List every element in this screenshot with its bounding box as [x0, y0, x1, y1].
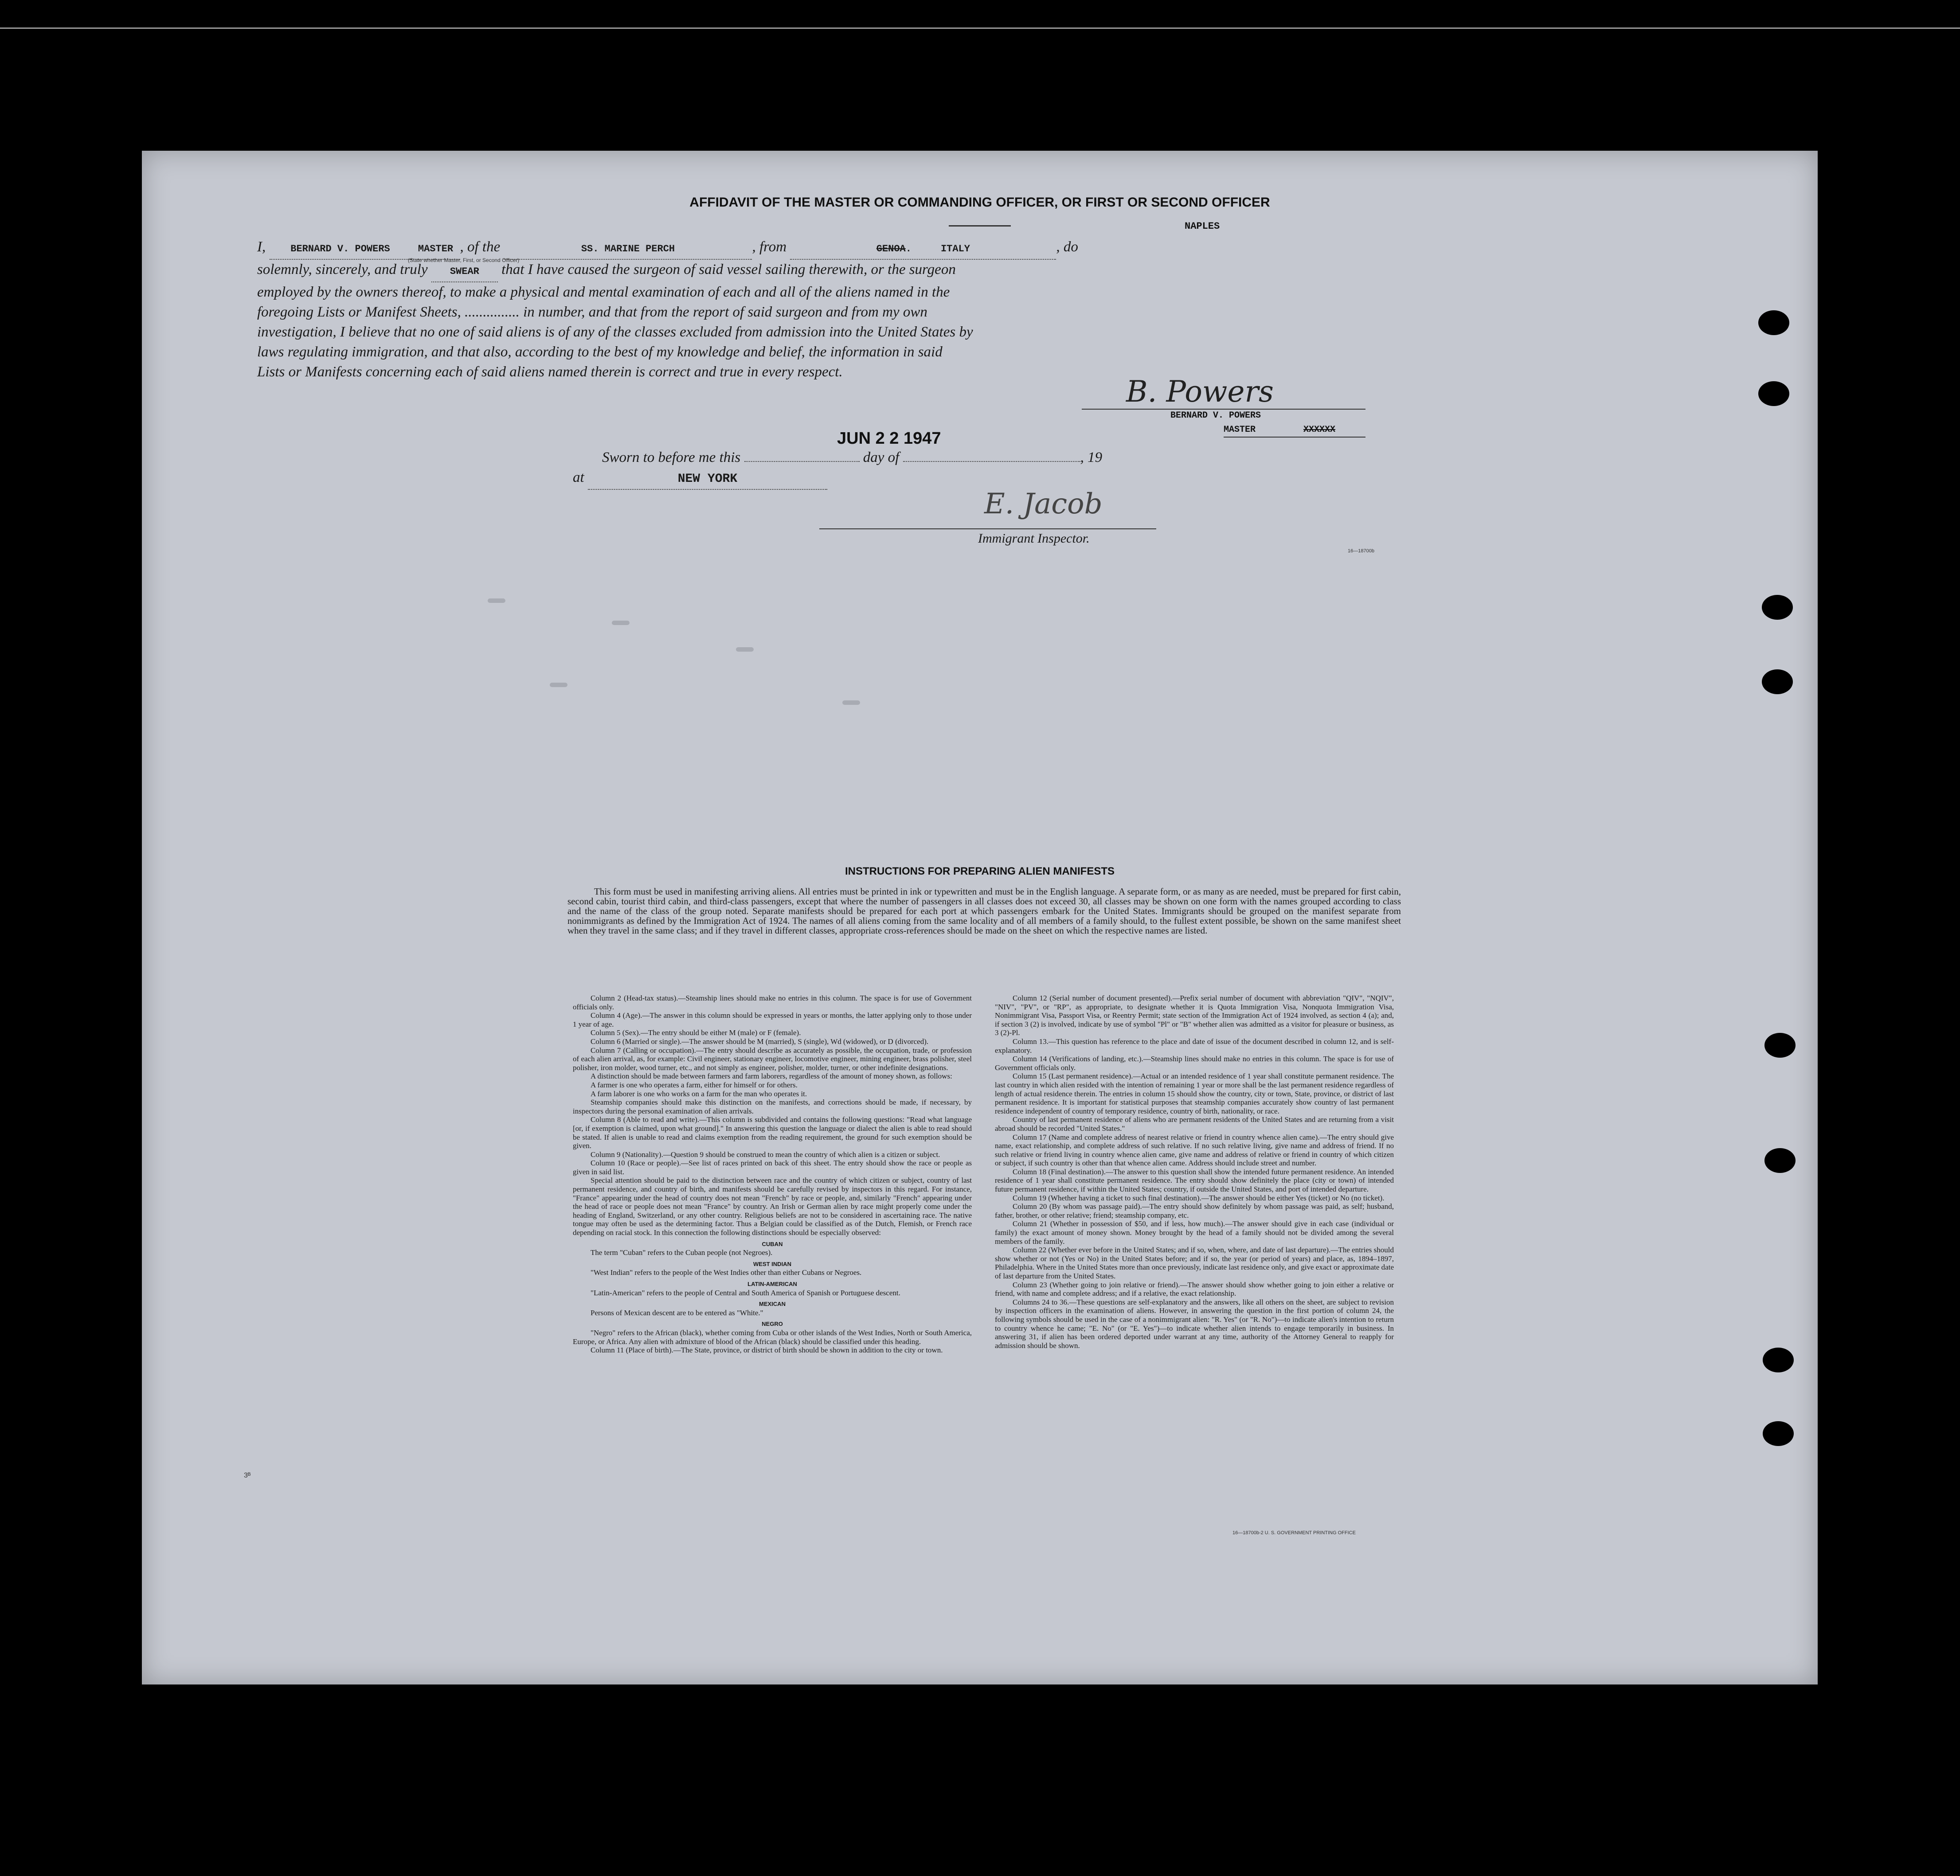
vessel-field: SS. MARINE PERCH	[504, 239, 752, 260]
show-through-mark	[612, 621, 630, 625]
scan-edge-line	[0, 27, 1960, 29]
instructions-title: INSTRUCTIONS FOR PREPARING ALIEN MANIFESTS	[845, 865, 1115, 877]
date-stamp: JUN 2 2 1947	[837, 429, 941, 448]
binder-hole	[1764, 1148, 1796, 1173]
race-heading: MEXICAN	[759, 1301, 786, 1308]
race-heading: LATIN-AMERICAN	[747, 1281, 797, 1287]
struck-port: GENOA	[876, 243, 906, 254]
affidavit-line: investigation, I believe that no one of said aliens is of any of the classes excluded from admission into the United States by	[257, 324, 973, 340]
country-value: ITALY	[940, 243, 970, 254]
instruction-paragraph: Column 23 (Whether going to join relative or friend).—The answer should show whether going to join either a relative or friend, with name and complete address; and if a relative, the exact relationship.	[995, 1280, 1394, 1298]
instruction-paragraph: Column 12 (Serial number of document presented).—Prefix serial number of document with abbreviation "QIV", "NQIV", "NIV", "PV", or "RP", as appropriate, to designate whether it is Quota Immigration Visa, Nonquota Immigration Visa, Nonimmigrant Visa, Passport Visa, or Reentry Permit; state section of the Immigration Act of 1924 involved, as section 4 (a); and, if section 3 (2) is involved, indicate by use of symbol "Pl" or "B" whether alien was admitted as a visitor for pleasure or business, as 3 (2)-Pl.	[995, 994, 1394, 1037]
instruction-paragraph: Country of last permanent residence of aliens who are permanent residents of the United States and are returning from a visit abroad should be recorded "United States."	[995, 1115, 1394, 1133]
instruction-paragraph: Column 8 (Able to read and write).—This column is subdivided and contains the following questions: "Read what language [or, if exemption is claimed, upon what ground]." In answering this question the language or dialect the alien is able to read should be stated. If alien is unable to read and claims exemption from the reading requirement, the ground for such exemption should be given.	[573, 1115, 972, 1150]
binder-hole	[1762, 595, 1793, 620]
instruction-paragraph: Steamship companies should make this distinction on the manifests, and corrections should be made, if necessary, by inspectors during the personal examination of alien arrivals.	[573, 1098, 972, 1115]
affidavit-line: laws regulating immigration, and that also, according to the best of my knowledge and belief, the information in said	[257, 344, 943, 360]
instruction-paragraph: Column 2 (Head-tax status).—Steamship lines should make no entries in this column. The space is for use of Government officials only.	[573, 994, 972, 1011]
instruction-paragraph: Column 10 (Race or people).—See list of races printed on back of this sheet. The entry should show the race or people as given in said list.	[573, 1159, 972, 1176]
signer-title: MASTER	[1224, 425, 1256, 435]
race-note: "Latin-American" refers to the people of Central and South America of Spanish or Portuguese descent.	[591, 1288, 900, 1297]
binder-hole	[1758, 381, 1789, 406]
sworn-place-line: at NEW YORK	[573, 468, 883, 490]
race-heading: CUBAN	[762, 1240, 783, 1247]
instruction-paragraph: A farmer is one who operates a farm, either for himself or for others.	[591, 1080, 798, 1089]
signer-title-struck: XXXXXX	[1303, 425, 1336, 435]
title-underline	[949, 225, 1011, 227]
race-heading: NEGRO	[762, 1321, 783, 1328]
affidavit-line: foregoing Lists or Manifest Sheets, ............... in number, and that from the report of said surgeon and from my own	[257, 304, 927, 320]
instruction-paragraph: Column 15 (Last permanent residence).—Actual or an intended residence of 1 year shall constitute permanent residence. The last country in which alien resided with the intention of remaining 1 year or more shall be the last permanent residence regardless of length of actual residence therein. The entries in column 15 should show the country, city or town, State, province, or district of last permanent residence. It is important for statistical purposes that steamship companies accurately show country of last permanent residence independent of country of temporary residence, country of birth, nationality, or race.	[995, 1072, 1394, 1115]
instruction-paragraph: A distinction should be made between farmers and farm laborers, regardless of the amount of money shown, as follows:	[591, 1072, 952, 1081]
instructions-intro: This form must be used in manifesting arriving aliens. All entries must be printed in ink or typewritten and must be in the English language. A separate form, or as many as are needed, must be prepared for first cabin, second cabin, tourist third cabin, and third-class passengers, except that where the number of passengers in all classes does not exceed 30, all classes may be shown on one form with the names grouped according to class and the name of the class of the group noted. Separate manifests should be prepared for each port at which passengers embark for the United States. Immigrants should be grouped on the manifest separate from nonimmigrants as defined by the Immigration Act of 1924. The names of all aliens coming from the same locality and of all members of a family should, to the fullest extent possible, be shown on the same manifest sheet when they travel in the same class; and if they travel in different classes, appropriate cross-references should be made on the sheet on which the respective names are listed.	[567, 886, 1401, 936]
affidavit-line: employed by the owners thereof, to make a physical and mental examination of each and all of the aliens named in the	[257, 284, 950, 300]
sworn-day-field	[744, 461, 860, 462]
instructions-right-column	[995, 994, 1394, 1350]
instructions-left-column	[573, 994, 972, 1355]
margin-mark: 3ᴮ	[244, 1472, 251, 1479]
instruction-paragraph: Column 22 (Whether ever before in the United States; and if so, when, where, and date of last departure).—The entries should show whether or not (Yes or No) in the United States before; and if so, the year (or period of years) and place, as, 1894–1897, Philadelphia. Where in the United States more than once previously, indicate last residence only, and give exact or approximate date of last departure from the United States.	[995, 1246, 1394, 1280]
title-line	[1224, 437, 1365, 438]
inspector-signature: E. Jacob	[984, 488, 1103, 520]
instruction-paragraph: Column 5 (Sex).—The entry should be either M (male) or F (female).	[591, 1028, 801, 1037]
instruction-paragraph: Column 11 (Place of birth).—The State, province, or district of birth should be shown in addition to the city or town.	[591, 1346, 943, 1355]
race-heading: WEST INDIAN	[753, 1260, 791, 1267]
binder-hole	[1763, 1348, 1794, 1372]
binder-hole	[1762, 669, 1793, 694]
rank-field: MASTER	[411, 239, 460, 260]
show-through-mark	[842, 700, 860, 705]
instruction-paragraph: Column 19 (Whether having a ticket to such final destination).—The answer should be either Yes (ticket) or No (no ticket).	[1013, 1193, 1385, 1202]
affidavit-title: AFFIDAVIT OF THE MASTER OR COMMANDING OFFICER, OR FIRST OR SECOND OFFICER	[689, 195, 1270, 210]
binder-hole	[1764, 1033, 1796, 1058]
instruction-paragraph: Column 21 (Whether in possession of $50, and if less, how much).—The answer should give in each case (individual or family) the exact amount of money shown. Money brought by the head of a family should not be divided among the several members of the family.	[995, 1219, 1394, 1246]
departure-port-field: GENOA. ITALY	[790, 239, 1056, 260]
race-note: "West Indian" refers to the people of the West Indies other than either Cubans or Negroes.	[591, 1268, 862, 1277]
instruction-paragraph: Column 18 (Final destination).—The answer to this question shall show the intended future permanent residence. An intended residence of 1 year shall constitute permanent residence. The entry should show definitely the place (city or town) of intended future permanent residence, if within the United States; country, if outside the United States, and port of intended departure.	[995, 1167, 1394, 1194]
form-number: 16—18700b	[1348, 548, 1374, 554]
binder-hole	[1758, 310, 1789, 335]
race-note: Persons of Mexican descent are to be entered as "White."	[591, 1308, 763, 1317]
inspector-label: Immigrant Inspector.	[978, 531, 1090, 546]
affidavit-line-2: solemnly, sincerely, and truly SWEAR that I have caused the surgeon of said vessel sailing therewith, or the surgeon	[257, 260, 1498, 282]
signature-line	[1082, 409, 1365, 410]
master-signature: B. Powers	[1126, 375, 1274, 409]
instruction-paragraph: Columns 24 to 36.—These questions are self-explanatory and the answers, like all others on the sheet, are subject to revision by inspection officers in the examination of aliens. However, in answering the question in the first portion of column 24, the following symbols should be used in the case of a nonimmigrant alien: "R. Yes" (or "R. No")—to indicate alien's intention to return to country whence he came; "E. No" (or "E. Yes")—to indicate whether alien intends to engage temporarily in business. In answering 31, if alien has been ordered deported under warrant at any time, authority of the Attorney General to reapply for admission should be shown.	[995, 1298, 1394, 1350]
show-through-mark	[488, 598, 505, 603]
instruction-paragraph: Column 17 (Name and complete address of nearest relative or friend in country whence alien came).—The entry should give name, exact relationship, and complete address of such relative. If no such relative living, give name and address of friend. If no such relative or friend living in country whence alien came, give name and address of relative or friend in country of which citizen or subject, if such country is other than that whence alien came. Address should include street and number.	[995, 1133, 1394, 1168]
manifest-sheet	[142, 151, 1818, 1684]
instruction-paragraph: Column 4 (Age).—The answer in this column should be expressed in years or months, the latter applying only to those under 1 year of age.	[573, 1011, 972, 1028]
instruction-paragraph: Column 7 (Calling or occupation).—The entry should describe as accurately as possible, the occupation, trade, or profession of each alien arrival, as, for example: Civil engineer, stationary engineer, locomotive engineer, mining engineer, brass polisher, steel polisher, iron molder, wood turner, etc., and not simply as engineer, polisher, molder, turner, or other indefinite designations.	[573, 1046, 972, 1072]
binder-hole	[1763, 1421, 1794, 1446]
port-typed-above: NAPLES	[1185, 221, 1220, 232]
rank-caption: (State whether Master, First, or Second Officer)	[408, 257, 520, 263]
instruction-paragraph: Column 20 (By whom was passage paid).—The entry should show definitely by whom passage was paid, as self; husband, father, brother, or other relative; friend; steamship company, etc.	[995, 1202, 1394, 1219]
oath-field: SWEAR	[431, 262, 498, 282]
instruction-paragraph: Column 9 (Nationality).—Question 9 should be construed to mean the country of which alien is a citizen or subject.	[591, 1150, 940, 1159]
sworn-line: Sworn to before me this day of , 19	[602, 449, 1103, 465]
sworn-month-field	[903, 461, 1080, 462]
printer-note: 16—18700b-2 U. S. GOVERNMENT PRINTING OFFICE	[1232, 1530, 1356, 1536]
instruction-paragraph: Special attention should be paid to the distinction between race and the country of which citizen or subject, country of last permanent residence, and country of birth, and manifests should be carefully revised by inspectors in this regard. For instance, "France" appearing under the head of country does not mean "French" by race or people, and, similarly "French" appearing under the head of race or people does not mean "France" by country. An Irish or German alien by race might properly come under the heading of England, Switzerland, or any other country. Religious beliefs are not to be considered in ascertaining race. The native tongue may often be used as the determining factor. Thus a Belgian could be classified as of the Dutch, Flemish, or French race depending on racial stock. In this connection the following distinctions should be especially observed:	[573, 1176, 972, 1237]
sworn-place-field: NEW YORK	[588, 469, 827, 490]
show-through-mark	[550, 683, 567, 687]
affidavit-line: Lists or Manifests concerning each of said aliens named therein is correct and true in every respect.	[257, 364, 843, 380]
instruction-paragraph: Column 14 (Verifications of landing, etc.).—Steamship lines should make no entries in this column. The space is for use of Government officials only.	[995, 1055, 1394, 1072]
race-note: "Negro" refers to the African (black), whether coming from Cuba or other islands of the West Indies, North or South America, Europe, or Africa. Any alien with admixture of blood of the African (black) should be classified under this heading.	[573, 1328, 972, 1346]
instruction-paragraph: Column 13.—This question has reference to the place and date of issue of the document described in column 12, and is self-explanatory.	[995, 1037, 1394, 1055]
master-name-field: BERNARD V. POWERS	[270, 239, 411, 260]
race-note: The term "Cuban" refers to the Cuban people (not Negroes).	[591, 1248, 773, 1257]
show-through-mark	[736, 647, 754, 652]
instruction-paragraph: A farm laborer is one who works on a farm for the man who operates it.	[591, 1089, 807, 1098]
signer-name: BERNARD V. POWERS	[1170, 410, 1261, 421]
affidavit-line-1: I, BERNARD V. POWERS MASTER , of the SS. MARINE PERCH , from GENOA. ITALY , do	[257, 237, 1498, 260]
instruction-paragraph: Column 6 (Married or single).—The answer should be M (married), S (single), Wd (widowed), or D (divorced).	[591, 1037, 929, 1046]
